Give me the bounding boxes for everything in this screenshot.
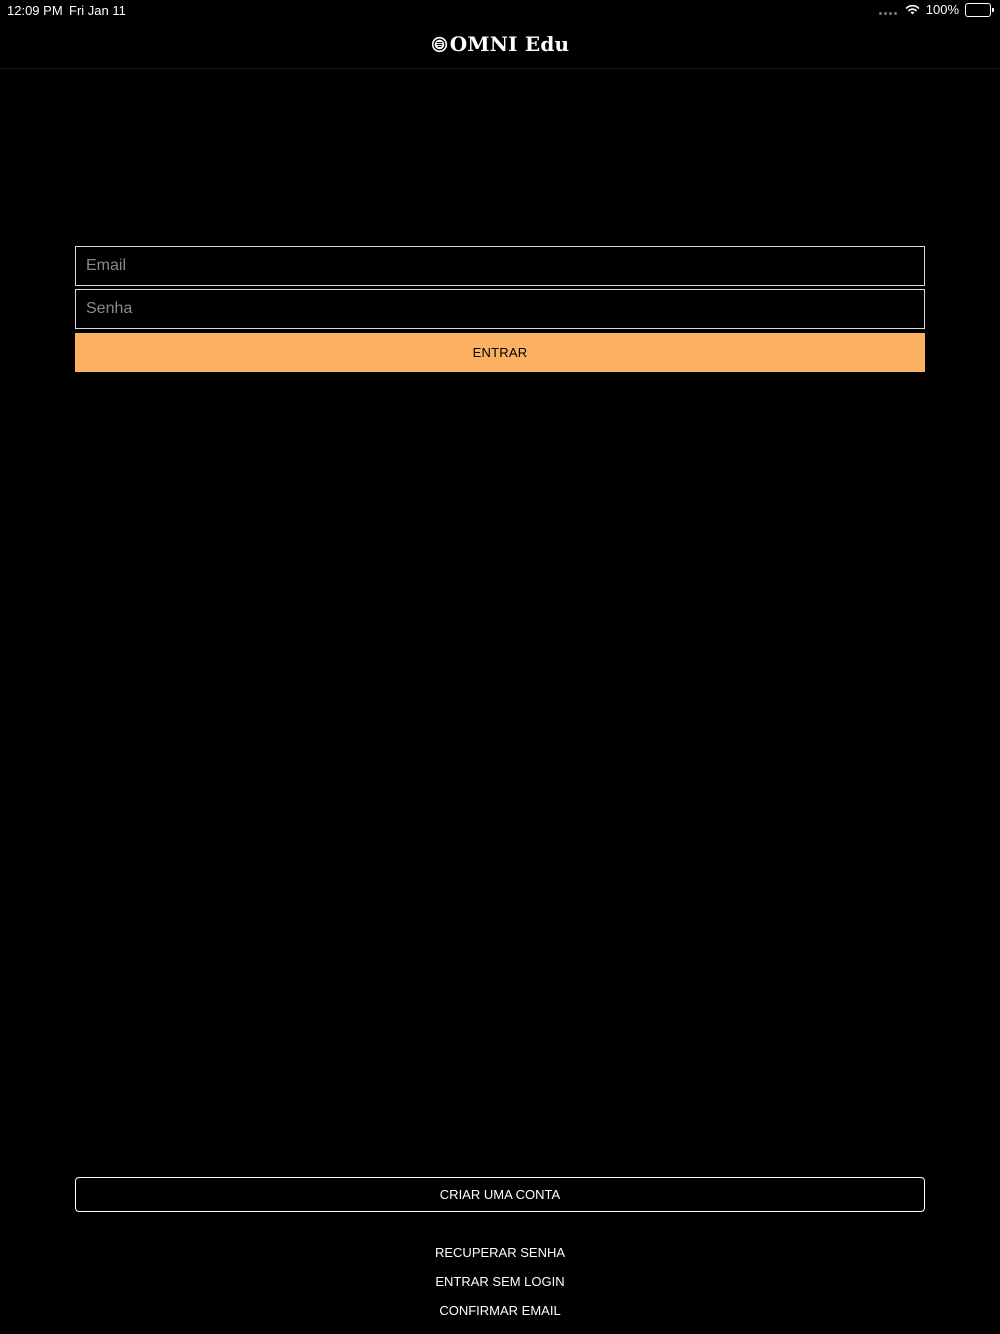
status-time: 12:09 PM (7, 3, 63, 18)
battery-icon (965, 3, 994, 17)
password-field[interactable] (76, 290, 924, 328)
brand (431, 32, 570, 56)
email-field-container (75, 246, 925, 286)
password-field-container (75, 289, 925, 329)
omni-logo-icon (431, 36, 448, 53)
recover-password-link[interactable]: RECUPERAR SENHA (434, 1245, 566, 1260)
email-field[interactable] (76, 247, 924, 285)
login-button[interactable]: ENTRAR (75, 333, 925, 372)
cellular-signal-icon (879, 5, 897, 15)
status-indicators (879, 2, 994, 17)
battery-percentage: 100% (925, 2, 959, 17)
status-bar (0, 0, 1000, 20)
status-date: Fri Jan 11 (69, 3, 126, 18)
create-account-button[interactable]: CRIAR UMA CONTA (75, 1177, 925, 1212)
confirm-email-link[interactable]: CONFIRMAR EMAIL (439, 1303, 561, 1318)
guest-login-link[interactable]: ENTRAR SEM LOGIN (435, 1274, 565, 1289)
navigation-bar (0, 20, 1000, 69)
brand-name: OMNI Edu (449, 32, 570, 56)
wifi-icon (905, 4, 920, 15)
